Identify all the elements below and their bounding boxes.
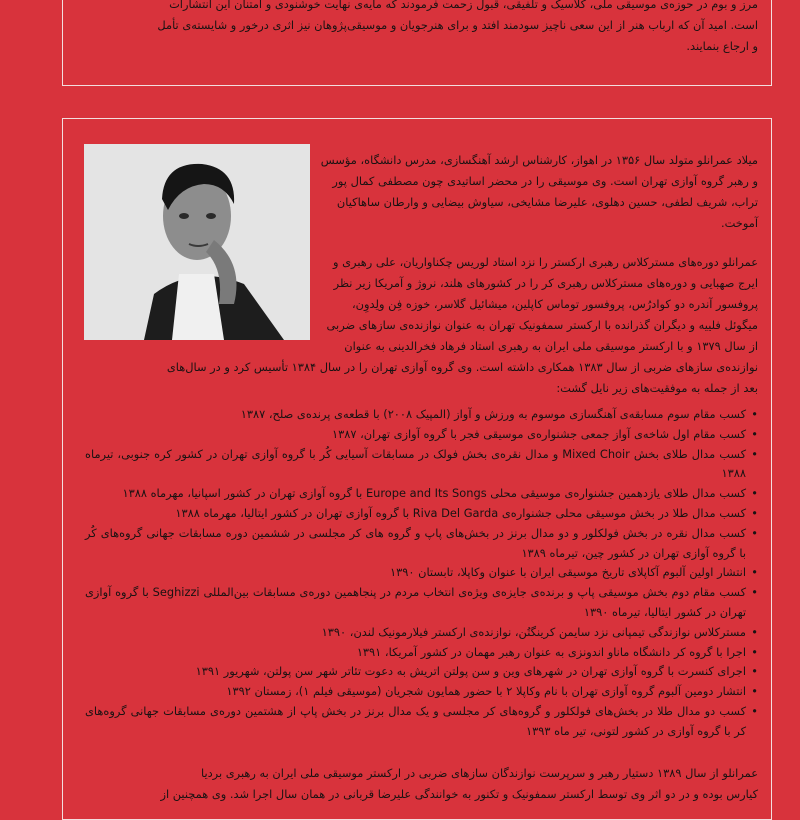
bio-line: از سال ۱۳۷۹ و با ارکستر موسیقی ملی ایران به رهبری استاد فرهاد فخرالدینی به عنوان xyxy=(344,339,758,353)
bio-line: بعد از جمله به موفقیت‌های زیر نایل گشت: xyxy=(556,381,758,395)
list-item: • کسب مقام اول شاخه‌ی آواز جمعی جشنواره‌ی موسیقی فجر با گروه آوازی تهران، ۱۳۸۷ xyxy=(85,425,758,445)
bio-line: عمرانلو دوره‌های مسترکلاس رهبری ارکستر را نزد استاد لوریس چکناواریان، علی رهبری و xyxy=(333,255,758,269)
list-item: • کسب مدال طلا در بخش موسیقی محلی جشنواره‌ی Riva Del Garda با گروه آوازی تهران در کشور ایتالیا، مهرماه ۱۳۸۸ xyxy=(85,504,758,524)
bio-line: آموخت. xyxy=(721,216,758,230)
intro-line: و ارجاع بنمایند. xyxy=(686,39,758,53)
bio-line: میگوئل فلییه و دیگران گذرانده با ارکستر سمفونیک تهران به عنوان نوازنده‌ی سازهای ضربی xyxy=(326,318,758,332)
bio-paragraph-1 xyxy=(320,150,758,234)
bio-line: نوازنده‌ی سازهای ضربی از سال ۱۳۸۳ همکاری داشته است. وی گروه آوازی تهران را در سال ۱۳۸۴ تأسیس کرد و در سال‌های xyxy=(166,360,758,374)
list-item: • انتشار دومین آلبوم گروه آوازی تهران با نام وکاپلا ۲ با حضور همایون شجریان (موسیقی فیلم ۱)، زمستان ۱۳۹۲ xyxy=(85,682,758,702)
bio-paragraph-2 xyxy=(85,252,758,399)
intro-paragraph xyxy=(85,0,758,57)
bio-line: تراب، شریف لطفی، حسین دهلوی، علیرضا مشایخی، سیاوش بیضایی و وارطان ساهاکیان xyxy=(336,195,758,209)
intro-line: مرز و بوم در حوزه‌ی موسیقی ملی، کلاسیک و تلفیقی، قبول زحمت فرمودند که مایه‌ی نهایت خوشنودی و امتنان این انتشارات xyxy=(169,0,758,11)
bio-line: ایرج صهبایی و دوره‌های مسترکلاس رهبری کر را در کشورهای هلند، نروژ و آمریکا زیر نظر xyxy=(333,276,758,290)
closing-paragraph xyxy=(85,763,758,805)
list-item: • انتشار اولین آلبوم آکاپلای تاریخ موسیقی ایران با عنوان وکاپلا، تابستان ۱۳۹۰ xyxy=(85,563,758,583)
list-item: • مسترکلاس نوازندگی تیمپانی نزد سایمن کرینگتُن، نوازنده‌ی ارکستر فیلارمونیک لندن، ۱۳۹۰ xyxy=(85,623,758,643)
list-item: • کسب مدال طلای بخش Mixed Choir و مدال نقره‌ی بخش فولک در مسابقات آسیایی کُر با گروه آوازی تهران در کشور کره جنوبی، تیرماه ۱۳۸۸ xyxy=(85,445,758,485)
intro-line: است. امید آن که ارباب هنر از این سعی ناچیز سودمند افتد و برای هنرجویان و موسیقی‌پژوهان نیز اثری درخور و شایسته‌ی تأمل xyxy=(157,18,758,32)
achievements-list xyxy=(85,405,758,742)
list-item: • اجرا با گروه کر دانشگاه ماناو اندونزی به عنوان رهبر مهمان در کشور آمریکا، ۱۳۹۱ xyxy=(85,643,758,663)
bio-line: و رهبر گروه آوازی تهران است. وی موسیقی را در محضر اساتیدی چون مصطفی کمال پور xyxy=(332,174,758,188)
bio-line: پروفسور آندره دو کوادرُس، پروفسور توماس کاپلین، میشائیل گلاسر، خوزه فِن ولِدوِن، xyxy=(352,297,758,311)
list-item: • کسب مدال نقره در بخش فولکلور و دو مدال برنز در بخش‌های پاپ و گروه های کر مجلسی در ششمین دوره مسابقات جهانی گروه‌های کُر با گروه آوازی تهران در کشور چین، تیرماه ۱۳۸۹ xyxy=(85,524,758,564)
list-item: • کسب دو مدال طلا در بخش‌های فولکلور و گروه‌های کر مجلسی و یک مدال برنز در بخش پاپ از هشتمین دوره‌ی مسابقات جهانی گروه‌های کر با گروه آوازی در کشور لتونی، تیر ماه ۱۳۹۳ xyxy=(85,702,758,742)
list-item: • اجرای کنسرت با گروه آوازی تهران در شهرهای وین و سن پولتن اتریش به دعوت تئاتر شهر سن پولتن، شهریور ۱۳۹۱ xyxy=(85,662,758,682)
list-item: • کسب مقام دوم بخش موسیقی پاپ و برنده‌ی جایزه‌ی ویژه‌ی انتخاب مردم در پنجاهمین دوره‌ی مسابقات بین‌المللی Seghizzi با گروه آوازی تهران در کشور ایتالیا، تیرماه ۱۳۹۰ xyxy=(85,583,758,623)
list-item: • کسب مقام سوم مسابقه‌ی آهنگسازی موسوم به ورزش و آواز (المپیک ۲۰۰۸) با قطعه‌ی پرنده‌ی صلح، ۱۳۸۷ xyxy=(85,405,758,425)
list-item: • کسب مدال طلای یازدهمین جشنواره‌ی موسیقی محلی Europe and Its Songs با گروه آوازی تهران در کشور اسپانیا، مهرماه ۱۳۸۸ xyxy=(85,484,758,504)
closing-line: کیارس بوده و در دو اثر وی توسط ارکستر سمفونیک و تکنور به خوانندگی علیرضا قربانی در همان سال اجرا شد. وی همچنین از xyxy=(160,787,758,801)
closing-line: عمرانلو از سال ۱۳۸۹ دستیار رهبر و سرپرست نوازندگان سازهای ضربی در ارکستر موسیقی ملی ایران به رهبری بردیا xyxy=(200,766,758,780)
bio-line: میلاد عمرانلو متولد سال ۱۳۵۶ در اهواز، کارشناس ارشد آهنگسازی، مدرس دانشگاه، مؤسس xyxy=(320,153,758,167)
